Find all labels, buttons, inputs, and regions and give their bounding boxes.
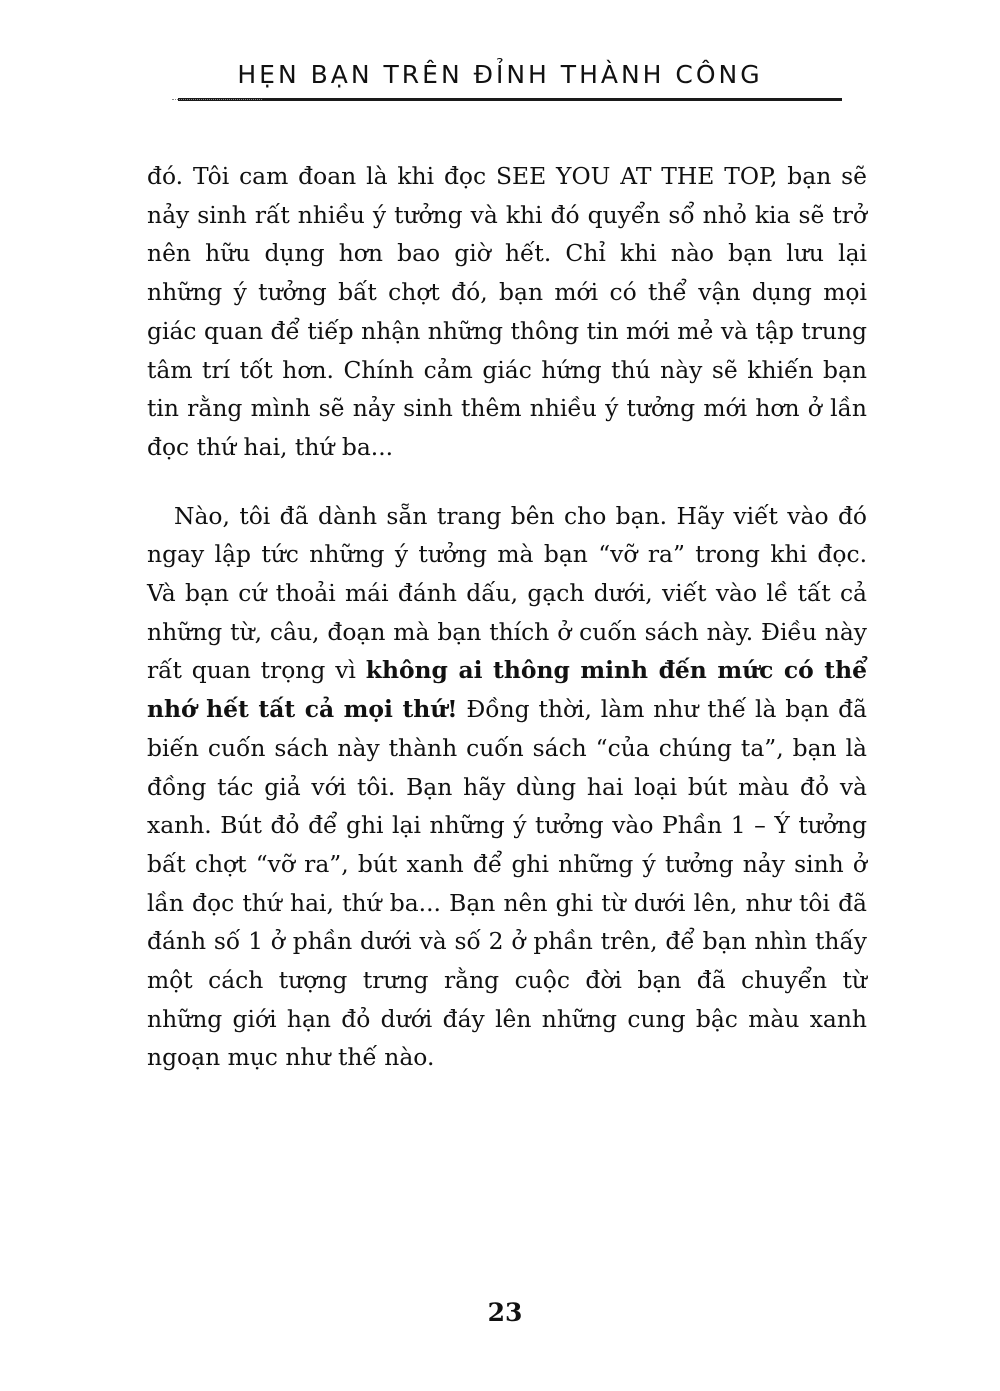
paragraph-2-text-start: Nào, tôi đã dành sẵn trang bên cho bạn. Hãy viết vào đó ngay lập tức những ý tưởng mà bạn “vỡ ra” trong khi đọc. Và bạn cứ thoải mái đánh dấu, gạch dưới, viết vào lề tất cả những từ, câu, đoạn mà bạn thích ở cuốn sách này. Điều này rất quan trọng vì xyxy=(147,501,867,685)
header-rule xyxy=(178,98,842,101)
page-body xyxy=(147,157,867,1077)
header-rule-dotted xyxy=(172,99,262,100)
paragraph-1: đó. Tôi cam đoan là khi đọc SEE YOU AT THE TOP, bạn sẽ nảy sinh rất nhiều ý tưởng và khi đó quyển sổ nhỏ kia sẽ trở nên hữu dụng hơn bao giờ hết. Chỉ khi nào bạn lưu lại những ý tưởng bất chợt đó, bạn mới có thể vận dụng mọi giác quan để tiếp nhận những thông tin mới mẻ và tập trung tâm trí tốt hơn. Chính cảm giác hứng thú này sẽ khiến bạn tin rằng mình sẽ nảy sinh thêm nhiều ý tưởng mới hơn ở lần đọc thứ hai, thứ ba... xyxy=(147,162,867,461)
paragraph-2-text-end: Đồng thời, làm như thế là bạn đã biến cuốn sách này thành cuốn sách “của chúng ta”, bạn là đồng tác giả với tôi. Bạn hãy dùng hai loại bút màu đỏ và xanh. Bút đỏ để ghi lại những ý tưởng vào Phần 1 – Ý tưởng bất chợt “vỡ ra”, bút xanh để ghi những ý tưởng nảy sinh ở lần đọc thứ hai, thứ ba... Bạn nên ghi từ dưới lên, như tôi đã đánh số 1 ở phần dưới và số 2 ở phần trên, để bạn nhìn thấy một cách tượng trưng rằng cuộc đời bạn đã chuyển từ những giới hạn đỏ dưới đáy lên những cung bậc màu xanh ngoạn mục như thế nào. xyxy=(147,695,867,1072)
running-header-title: HẸN BẠN TRÊN ĐỈNH THÀNH CÔNG xyxy=(237,60,763,89)
paragraph-2-emphasis: không ai thông minh đến mức có thể nhớ hết tất cả mọi thứ! xyxy=(147,656,867,724)
page-number: 23 xyxy=(487,1298,523,1327)
paragraph-2 xyxy=(147,497,867,1078)
